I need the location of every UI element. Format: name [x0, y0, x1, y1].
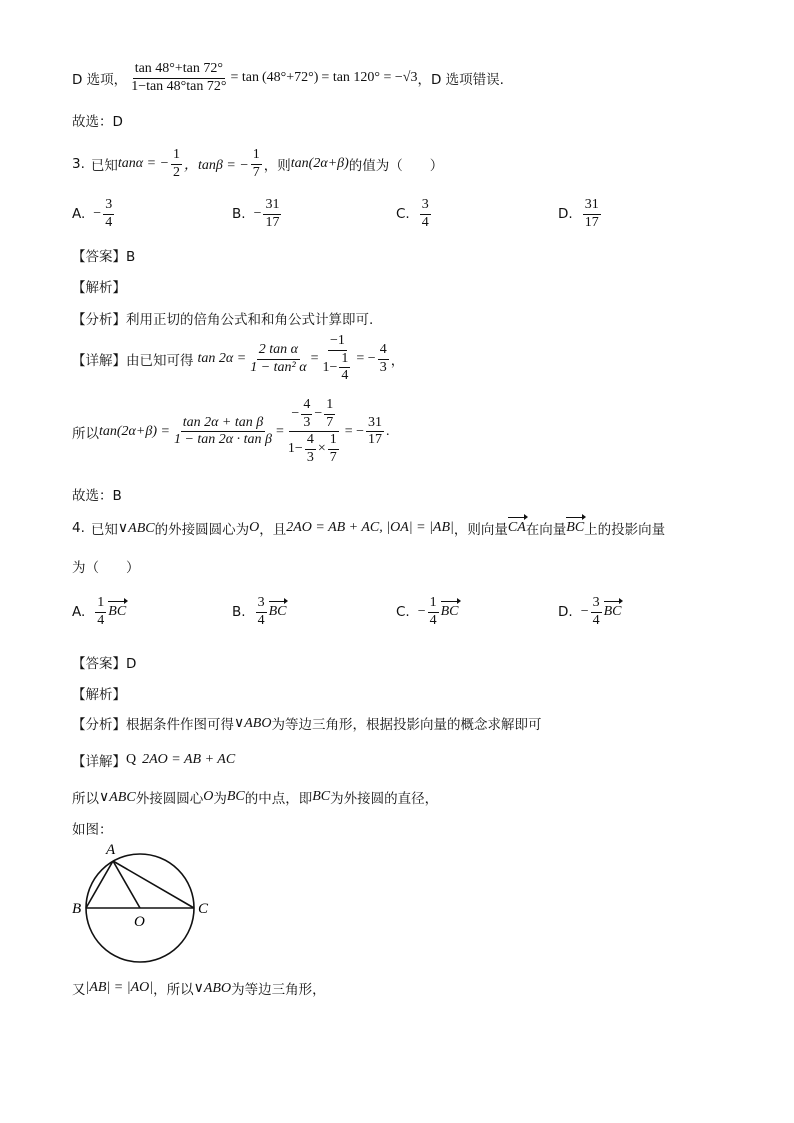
so-frac-2-den: 1− $\frac{4}{3}$ × $\frac{1}{7}$ [287, 432, 337, 466]
q4-option-c: C. − $\frac{1}{4}$ BC [396, 595, 459, 628]
q4-stem-line2: 为（ ） [72, 560, 140, 576]
q3-fenxi: 【分析】利用正切的倍角公式和和角公式计算即可. [72, 312, 374, 328]
d17: $\frac{1}{7}$ [329, 432, 337, 466]
label-a: A [106, 842, 116, 858]
q3-option-c-fraction: $\frac{3}{4}$ [421, 197, 429, 230]
half-fraction: $\frac{1}{2}$ [173, 147, 181, 180]
q4-analysis-label: 【解析】 [72, 687, 126, 703]
q4-option-a: A. $\frac{1}{4}$ BC [72, 595, 127, 628]
q4-option-d-fraction: $\frac{3}{4}$ [592, 595, 600, 628]
quarter-frac: $\frac{1}{4}$ [341, 350, 349, 384]
n43: $\frac{4}{3}$ [303, 397, 311, 430]
q4-answer: 【答案】D [72, 656, 137, 672]
n17: $\frac{1}{7}$ [326, 397, 334, 430]
q3-option-a-fraction: $\frac{3}{4}$ [105, 197, 113, 230]
q4-stem: 4. 已知 ∨ABC 的外接圆圆心为 O ，且 2AO = AB + AC, |OA| = |AB| ，则向量 CA 在向量 BC 上的投影向量 [72, 520, 666, 538]
figure-label: 如图： [72, 822, 113, 838]
q4-option-b-fraction: $\frac{3}{4}$ [257, 595, 265, 628]
segment-ac [113, 861, 194, 908]
q3-option-b: B. − $\frac{31}{17}$ [232, 197, 280, 230]
circle-figure [70, 838, 220, 968]
q3-final: 故选：B [72, 488, 122, 504]
segment-ab [86, 861, 113, 908]
detail-frac-3: $\frac{4}{3}$ [379, 341, 387, 375]
q3-so: 所以 tan(2α+β) = $\frac{\text{tan 2α + tan β}}{\text{1 − tan 2α · tan β}}$ = − $\frac{4}{3}$ − $\frac{1}{7}$ 1− $\frac{4}{3}$ × $\frac{1}{7}$ = − $\frac{31}{17}$ . [72, 397, 390, 466]
so-frac-3: $\frac{31}{17}$ [368, 414, 383, 448]
label-o: O [134, 914, 145, 930]
label-c: C [198, 901, 209, 917]
q4-detail: 【详解】 Q 2AO = AB + AC [72, 752, 236, 770]
prev-answer: 故选：D [72, 114, 123, 130]
detail-frac-2-den: 1− $\frac{1}{4}$ [322, 350, 349, 384]
q3-analysis-label: 【解析】 [72, 280, 126, 296]
d43: $\frac{4}{3}$ [306, 432, 314, 466]
q4-last: 又 |AB| = |AO| ，所以 ∨ABO 为等边三角形， [72, 980, 326, 998]
q3-option-d: D. $\frac{31}{17}$ [558, 197, 599, 230]
tan-sum-fraction: $\frac{\tan 48^\circ+\tan 72^\circ}{1-\tan 48^\circ\tan 72^\circ}$ [131, 61, 227, 94]
so-frac-2 [286, 398, 343, 466]
seventh-fraction: $\frac{1}{7}$ [252, 147, 260, 180]
q4-fenxi: 【分析】根据条件作图可得 ∨ABO 为等边三角形，根据投影向量的概念求解即可 [72, 715, 542, 733]
q4-option-a-fraction: $\frac{1}{4}$ [97, 595, 105, 628]
q3-option-a: A. − $\frac{3}{4}$ [72, 197, 113, 230]
detail-frac-1: $\frac{\text{2 tan α}}{\text{1 − tan² α}}$ [250, 341, 307, 375]
q4-option-b: B. $\frac{3}{4}$ BC [232, 595, 287, 628]
detail-frac-2: −1 1− $\frac{1}{4}$ [320, 334, 354, 384]
so-frac-2-num: − $\frac{4}{3}$ − $\frac{1}{7}$ [289, 398, 339, 432]
q3-option-b-fraction: $\frac{31}{17}$ [265, 197, 280, 230]
q3-stem: 3. 已知 tanα = − $\frac{1}{2}$ ，tanβ = − $\frac{1}{7}$ ，则 tan(2α+β) 的值为（ ） [72, 147, 444, 180]
q3-option-d-fraction: $\frac{31}{17}$ [584, 197, 599, 230]
q3-answer: 【答案】B [72, 249, 136, 265]
q4-option-d: D. − $\frac{3}{4}$ BC [558, 595, 622, 628]
q3-detail: 【详解】由已知可得 tan 2α = $\frac{\text{2 tan α}}{\text{1 − tan² α}}$ = −1 1− $\frac{1}{4}$ = − $\frac{4}{3}$ ， [72, 333, 405, 384]
q3-option-c: C. $\frac{3}{4}$ [396, 197, 429, 230]
q4-step1: 所以 ∨ABC 外接圆圆心 O 为 BC 的中点，即 BC 为外接圆的直径， [72, 789, 439, 807]
option-d-explanation: D 选项， $\frac{\tan 48^\circ+\tan 72^\circ}{1-\tan 48^\circ\tan 72^\circ}$ = tan (48°+72°) = tan 120° = −√3 ，D 选项错误. [72, 61, 504, 94]
label-b: B [72, 901, 82, 917]
q4-option-c-fraction: $\frac{1}{4}$ [429, 595, 437, 628]
so-frac-1: $\frac{\text{tan 2α + tan β}}{\text{1 − tan 2α · tan β}}$ [173, 414, 272, 448]
